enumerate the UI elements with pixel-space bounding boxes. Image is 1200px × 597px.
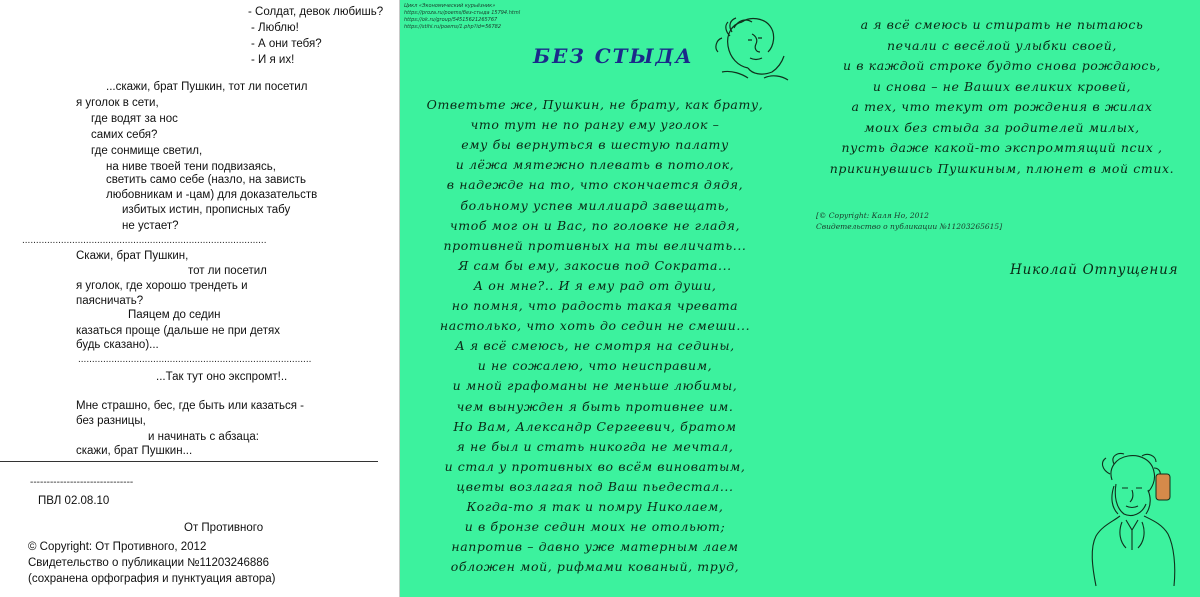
poem-line: напротив – давно уже матерным лаем [451, 539, 739, 555]
stanza-line: не устает? [122, 220, 179, 232]
poem-line: обложен мой, рифмами кованый, труд, [450, 559, 740, 575]
stanza-line: и начинать с абзаца: [148, 431, 259, 443]
poem-line: больному успев миллиард завещать, [460, 197, 730, 213]
poem-line: что тут не по рангу ему уголок – [470, 117, 720, 133]
stanza-line: самих себя? [91, 129, 158, 141]
poem-line: я не был и стать никогда не мечтал, [456, 438, 734, 454]
poem-line: пусть даже какой-то экспромтящий псих , [841, 140, 1163, 155]
stanza-line: избитых истин, прописных табу [122, 204, 291, 216]
poem-line: моих без стыда за родителей милых, [864, 119, 1140, 135]
poem-line: А он мне?.. И я ему рад от души, [473, 277, 717, 293]
stanza-line: я уголок, где хорошо трендеть и [76, 280, 248, 292]
stanza-line: любовникам и -цам) для доказательств [106, 189, 318, 201]
copyright: © Copyright: От Противного, 2012 [28, 541, 207, 553]
certificate: Свидетельство о публикации №11203265615] [816, 222, 1003, 231]
poem-line: но помня, что радость такая чревата [451, 298, 739, 313]
poem-line: в надежде на то, что скончается дядя, [446, 177, 744, 193]
poem-line: Ответьте же, Пушкин, не брату, как брату, [426, 97, 764, 112]
dash-separator: ------------------------------- [30, 477, 134, 488]
dialog-line: - Люблю! [251, 22, 299, 34]
orthography-note: (сохранена орфография и пунктуация автора) [28, 573, 276, 585]
stanza-line: паясничать? [76, 295, 144, 307]
poem-title: БЕЗ СТЫДА [533, 44, 694, 68]
poem-line: Я сам бы ему, закосив под Сократа... [458, 257, 732, 273]
stanza-line: Паяцем до седин [128, 309, 221, 321]
stanza-line: казаться проще (дальше не при детях [76, 325, 280, 337]
author-name: Николай Отпущения [1010, 262, 1179, 278]
source-line: https://proza.ru/poems/без-стыда 15794.html [404, 10, 521, 16]
poem-line: настолько, что хоть до седин не смеши... [439, 318, 751, 334]
source-line: https://ok.ru/group/54515621265767 [404, 17, 498, 23]
poem-line: и мной графоманы не меньше любимы, [452, 378, 738, 394]
dialog-line: - Солдат, девок любишь? [248, 6, 384, 18]
dialog-line: - И я их! [251, 54, 295, 66]
stanza-line: светить само себе (назло, на зависть [106, 174, 306, 186]
stanza-line: ...Так тут оно экспромт!.. [156, 371, 288, 383]
poem-line: ему бы вернуться в шестую палату [461, 137, 729, 153]
poem-line: цветы возлагая под Ваш пьедестал... [456, 478, 734, 494]
poem-line: печали с весёлой улыбки своей, [887, 37, 1117, 53]
stanza-line: где водят за нос [91, 113, 178, 125]
poem-line: прикинувшись Пушкиным, плюнет в мой стих. [829, 160, 1175, 176]
pushkin-sketch-icon [712, 12, 792, 84]
certificate: Свидетельство о публикации №11203246886 [28, 557, 270, 569]
source-line: Цикл «Экономический курьёзник» [404, 3, 496, 9]
dialog-line: - А они тебя? [251, 38, 322, 50]
stanza-line: ...скажи, брат Пушкин, тот ли посетил [106, 81, 308, 93]
stanza-line: на ниве твоей тени подвизаясь, [106, 161, 276, 173]
dotted-separator: ........................................................................................ [22, 235, 267, 246]
poem-line: и стал у противных во всём виноватым, [444, 458, 746, 474]
poem-line: и в бронзе седин моих не отольют; [464, 519, 726, 535]
dotted-separator: .................................................................................... [78, 354, 312, 365]
signature: ПВЛ 02.08.10 [38, 495, 110, 507]
copyright: [© Copyright: Каля Но, 2012 [816, 211, 929, 220]
stanza-line: скажи, брат Пушкин... [76, 445, 193, 457]
stanza-line: где сонмище светил, [91, 145, 203, 157]
poem-line: и лёжа мятежно плевать в потолок, [455, 157, 735, 173]
poem-line: Но Вам, Александр Сергеевич, братом [453, 418, 737, 434]
middle-panel [400, 0, 800, 597]
right-panel [800, 0, 1200, 597]
source-line: https://stihi.ru/poems/1.php?id=56782 [404, 24, 502, 30]
stanza-line: будь сказано)... [76, 339, 159, 351]
poem-line: а тех, что текут от рождения в жилах [851, 99, 1153, 114]
pushkin-portrait-icon [1082, 450, 1192, 590]
poem-line: и снова – не Ваших великих кровей, [872, 78, 1132, 94]
poem-line: и не сожалею, что неисправим, [477, 358, 713, 374]
stanza-line: Скажи, брат Пушкин, [76, 250, 189, 262]
horizontal-rule [0, 461, 378, 462]
poem-line: Когда-то я так и помру Николаем, [466, 499, 724, 514]
poem-line: противней противных на ты величать... [443, 237, 747, 253]
poem-line: а я всё смеюсь и стирать не пытаюсь [860, 17, 1144, 32]
poem-line: чем вынужден я быть противнее им. [456, 398, 734, 414]
left-panel [0, 0, 400, 597]
from-author: От Противного [184, 522, 264, 534]
poem-line: А я всё смеюсь, не смотря на седины, [455, 338, 735, 354]
stanza-line: тот ли посетил [188, 265, 267, 277]
stanza-line: я уголок в сети, [76, 97, 159, 109]
stanza-line: без разницы, [76, 415, 146, 427]
poem-line: и в каждой строке будто снова рождаюсь, [843, 58, 1161, 73]
stanza-line: Мне страшно, бес, где быть или казаться - [76, 400, 304, 412]
poem-line: чтоб мог он и Вас, по головке не гладя, [449, 217, 741, 233]
